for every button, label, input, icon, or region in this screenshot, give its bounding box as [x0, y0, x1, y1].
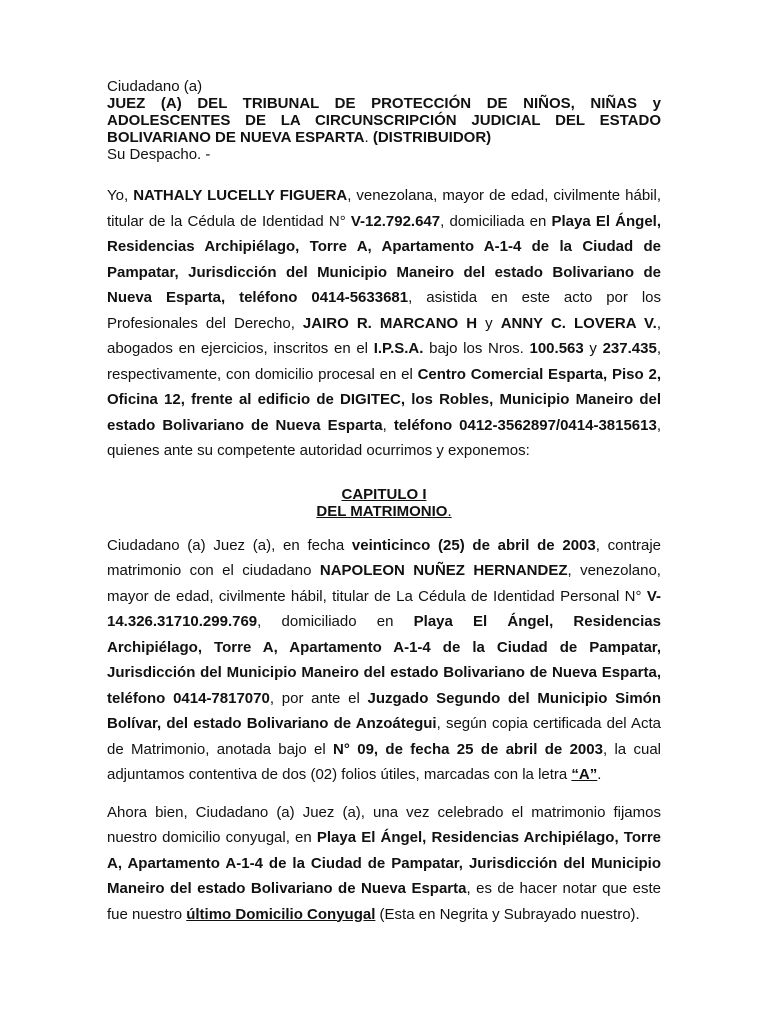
addressee-line-3: BOLIVARIANO DE NUEVA ESPARTA. (DISTRIBUIDOR): [107, 129, 492, 146]
addressee-line-2: ADOLESCENTES DE LA CIRCUNSCRIPCIÓN JUDICIAL DEL ESTADO: [107, 112, 661, 129]
chapter-title: DEL MATRIMONIO.: [316, 502, 452, 520]
chapter-heading: [107, 486, 661, 520]
chapter-number: CAPITULO I: [341, 485, 427, 503]
marriage-paragraph: Ciudadano (a) Juez (a), en fecha veinticinco (25) de abril de 2003, contraje matrimonio con el ciudadano NAPOLEON NUÑEZ HERNANDEZ, venezolano, mayor de edad, civilmente hábil, titular de La Cédula de Identidad Personal N° V-14.326.31710.299.769, domiciliado en Playa El Ángel, Residencias Archipiélago, Torre A, Apartamento A-1-4 de la Ciudad de Pampatar, Jurisdicción del Municipio Maneiro del estado Bolivariano de Nueva Esparta, teléfono 0414-7817070, por ante el Juzgado Segundo del Municipio Simón Bolívar, del estado Bolivariano de Anzoátegui, según copia certificada del Acta de Matrimonio, anotada bajo el N° 09, de fecha 25 de abril de 2003, la cual adjuntamos contentiva de dos (02) folios útiles, marcadas con la letra “A”.: [107, 536, 662, 783]
addressee-line-1: JUEZ (A) DEL TRIBUNAL DE PROTECCIÓN DE NIÑOS, NIÑAS y: [107, 95, 661, 112]
despacho-line: Su Despacho. -: [107, 146, 211, 163]
document-body: [107, 78, 661, 927]
intro-paragraph: Yo, NATHALY LUCELLY FIGUERA, venezolana, mayor de edad, civilmente hábil, titular de la Cédula de Identidad N° V-12.792.647, domiciliada en Playa El Ángel, Residencias Archipiélago, Torre A, Apartamento A-1-4 de la Ciudad de Pampatar, Jurisdicción del Municipio Maneiro del estado Bolivariano de Nueva Esparta, teléfono 0414-5633681, asistida en este acto por los Profesionales del Derecho, JAIRO R. MARCANO H y ANNY C. LOVERA V., abogados en ejercicios, inscritos en el I.P.S.A. bajo los Nros. 100.563 y 237.435, respectivamente, con domicilio procesal en el Centro Comercial Esparta, Piso 2, Oficina 12, frente al edificio de DIGITEC, los Robles, Municipio Maneiro del estado Bolivariano de Nueva Esparta, teléfono 0412-3562897/0414-3815613, quienes ante su competente autoridad ocurrimos y exponemos:: [107, 187, 662, 459]
domicile-paragraph: Ahora bien, Ciudadano (a) Juez (a), una vez celebrado el matrimonio fijamos nuestro domicilio conyugal, en Playa El Ángel, Residencias Archipiélago, Torre A, Apartamento A-1-4 de la Ciudad de Pampatar, Jurisdicción del Municipio Maneiro del estado Bolivariano de Nueva Esparta, es de hacer notar que este fue nuestro último Domicilio Conyugal (Esta en Negrita y Subrayado nuestro).: [107, 803, 662, 923]
salutation: Ciudadano (a): [107, 78, 203, 95]
letter-header: [107, 78, 661, 163]
